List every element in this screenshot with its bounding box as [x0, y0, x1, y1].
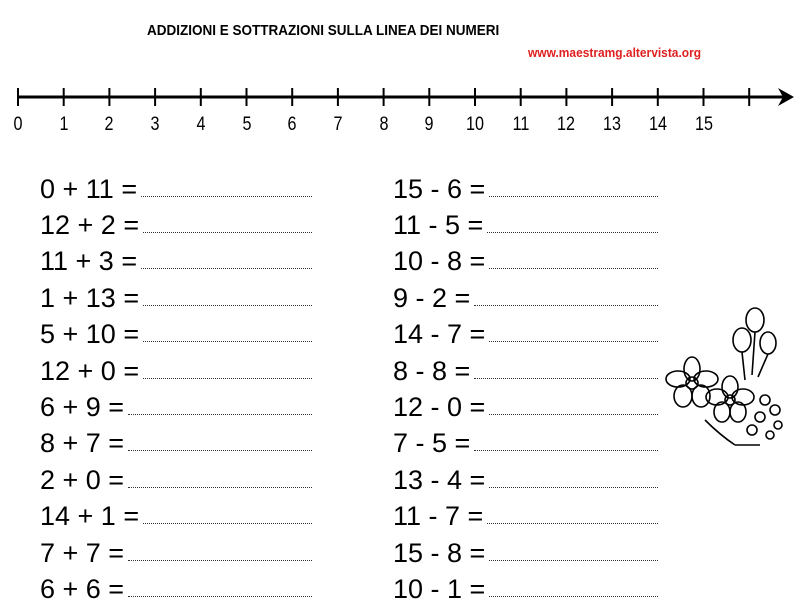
answer-blank[interactable]	[143, 327, 312, 342]
equation-row	[393, 207, 658, 243]
equation-text: 10 - 1 =	[393, 573, 486, 604]
number-line-label: 6	[287, 114, 297, 135]
equation-text: 8 - 8 =	[393, 355, 471, 386]
number-line-label: 7	[333, 114, 343, 135]
answer-blank[interactable]	[143, 364, 312, 379]
answer-blank[interactable]	[489, 546, 658, 561]
equation-row	[393, 171, 658, 207]
answer-blank[interactable]	[143, 218, 312, 233]
answer-blank[interactable]	[489, 473, 658, 488]
website-link[interactable]: www.maestramg.altervista.org	[528, 45, 702, 60]
equation-text: 11 - 7 =	[393, 501, 484, 532]
equation-text: 8 + 7 =	[40, 428, 125, 459]
answer-blank[interactable]	[143, 509, 312, 524]
equation-text: 12 - 0 =	[393, 392, 486, 423]
number-line-label: 14	[648, 114, 667, 135]
number-line-label: 8	[379, 114, 389, 135]
equation-text: 13 - 4 =	[393, 464, 486, 495]
equation-text: 15 - 6 =	[393, 173, 486, 204]
answer-blank[interactable]	[489, 182, 658, 197]
answer-blank[interactable]	[128, 473, 312, 488]
equation-row	[393, 280, 658, 316]
answer-blank[interactable]	[128, 582, 312, 597]
equation-row	[40, 280, 312, 316]
equation-row	[40, 426, 312, 462]
answer-blank[interactable]	[489, 582, 658, 597]
answer-blank[interactable]	[128, 546, 312, 561]
number-line-label: 10	[466, 114, 484, 135]
equation-row	[40, 207, 312, 243]
equation-row	[40, 171, 312, 207]
equation-text: 0 + 11 =	[40, 173, 138, 204]
number-line-label: 13	[603, 114, 622, 135]
number-line-label: 5	[242, 114, 251, 135]
answer-blank[interactable]	[141, 254, 312, 269]
answer-blank[interactable]	[489, 400, 658, 415]
equation-text: 1 + 13 =	[40, 282, 140, 313]
equation-text: 6 + 6 =	[40, 573, 125, 604]
number-line-label: 15	[694, 114, 713, 135]
equation-row	[40, 317, 312, 353]
equation-text: 7 - 5 =	[393, 428, 471, 459]
number-line-label: 1	[59, 114, 69, 135]
answer-blank[interactable]	[474, 291, 658, 306]
number-line-label: 12	[557, 114, 576, 135]
equation-row	[40, 462, 312, 498]
answer-blank[interactable]	[143, 291, 312, 306]
equation-row	[393, 462, 658, 498]
equation-row	[40, 535, 312, 571]
answer-blank[interactable]	[128, 436, 312, 451]
equation-text: 10 - 8 =	[393, 246, 486, 277]
equation-row	[393, 571, 658, 605]
answer-blank[interactable]	[489, 254, 658, 269]
equation-text: 6 + 9 =	[40, 392, 125, 423]
equation-text: 7 + 7 =	[40, 537, 125, 568]
equation-row	[393, 426, 658, 462]
answer-blank[interactable]	[128, 400, 312, 415]
equation-text: 12 + 2 =	[40, 210, 140, 241]
number-line-label: 3	[150, 114, 160, 135]
equation-text: 5 + 10 =	[40, 319, 140, 350]
answer-blank[interactable]	[474, 436, 658, 451]
equation-text: 11 + 3 =	[40, 246, 138, 277]
equation-row	[40, 571, 312, 605]
flower-bouquet-icon	[660, 305, 795, 460]
answer-blank[interactable]	[474, 364, 658, 379]
equation-text: 2 + 0 =	[40, 464, 125, 495]
equation-row	[393, 535, 658, 571]
equation-row	[393, 499, 658, 535]
number-line-label: 11	[512, 114, 530, 135]
answer-blank[interactable]	[489, 327, 658, 342]
equation-row	[40, 389, 312, 425]
equation-text: 12 + 0 =	[40, 355, 140, 386]
number-line-label: 0	[13, 114, 23, 135]
equation-text: 11 - 5 =	[393, 210, 484, 241]
worksheet-title: ADDIZIONI E SOTTRAZIONI SULLA LINEA DEI NUMERI	[147, 22, 500, 39]
equation-row	[393, 317, 658, 353]
equation-row	[40, 353, 312, 389]
answer-blank[interactable]	[487, 509, 658, 524]
equation-text: 14 - 7 =	[393, 319, 486, 350]
answer-blank[interactable]	[487, 218, 658, 233]
equation-row	[40, 244, 312, 280]
answer-blank[interactable]	[141, 182, 312, 197]
subtractions-column	[393, 171, 658, 605]
number-line-label: 4	[196, 114, 206, 135]
equation-text: 15 - 8 =	[393, 537, 486, 568]
equation-row	[393, 353, 658, 389]
equation-text: 9 - 2 =	[393, 282, 471, 313]
number-line-label: 9	[424, 114, 434, 135]
additions-column	[40, 171, 312, 605]
equation-row	[40, 499, 312, 535]
equation-row	[393, 244, 658, 280]
number-line-label: 2	[104, 114, 114, 135]
equation-text: 14 + 1 =	[40, 501, 140, 532]
equation-row	[393, 389, 658, 425]
number-line	[0, 80, 800, 120]
